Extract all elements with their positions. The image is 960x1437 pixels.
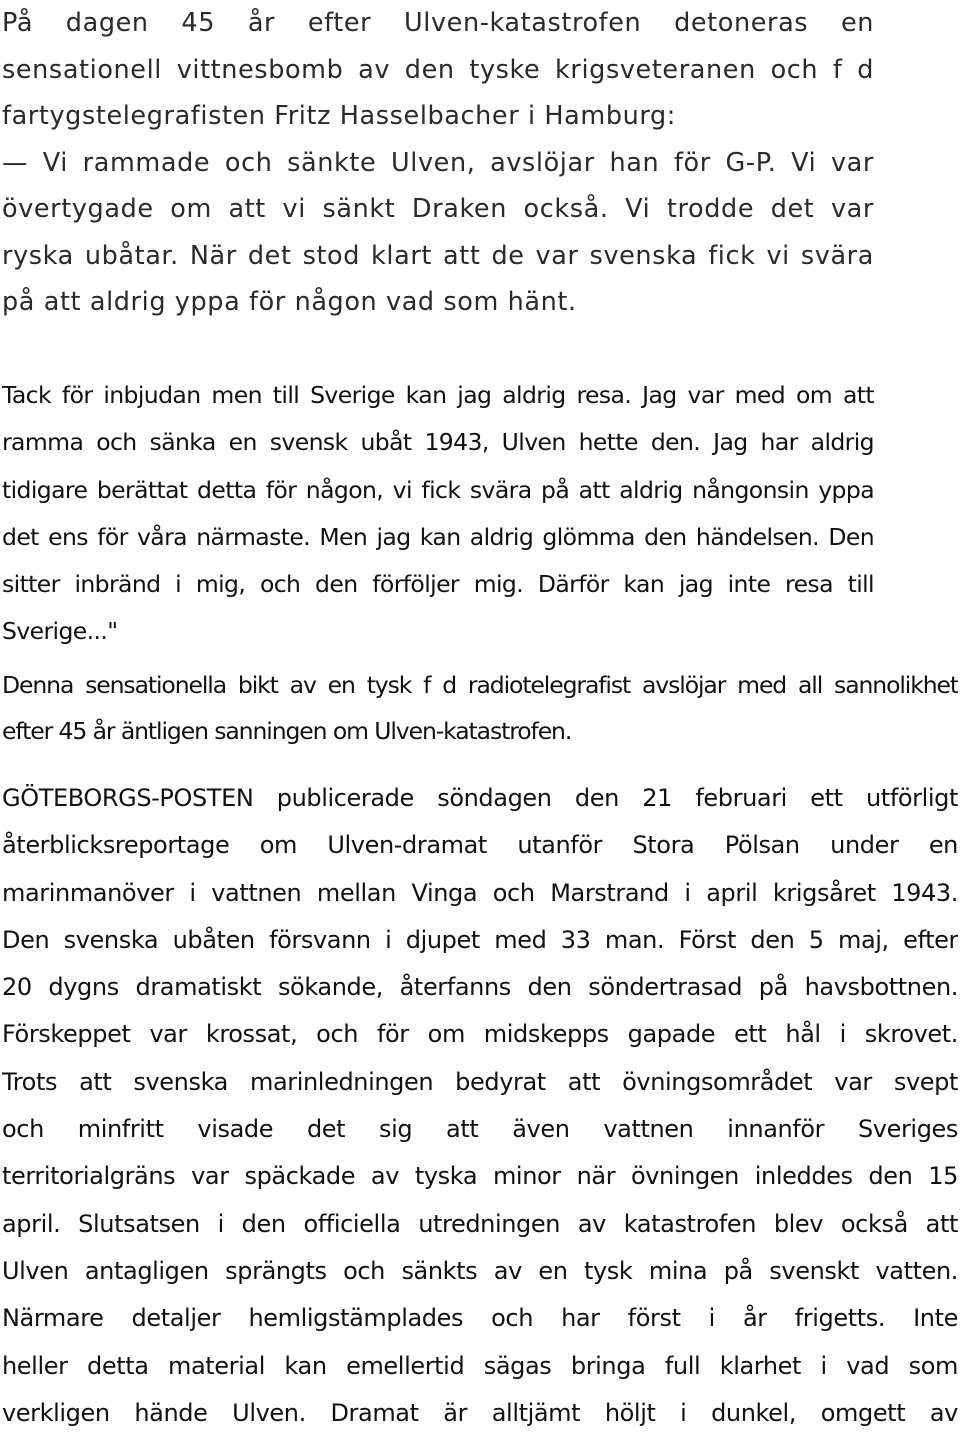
text-line: Den svenska ubåten försvann i djupet med 33 man. Först den 5 maj, efter	[2, 925, 958, 954]
text-line: Närmare detaljer hemligstämplades och har först i år frigetts. Inte	[2, 1304, 958, 1333]
text-line: övertygade om att vi sänkt Draken också. Vi trodde det var	[2, 194, 874, 224]
text-line: — Vi rammade och sänkte Ulven, avslöjar han för G-P. Vi var	[2, 147, 874, 178]
text-line: heller detta material kan emellertid sägas bringa full klarhet i vad som	[2, 1351, 958, 1380]
text-line: verkligen hände Ulven. Dramat är alltjämt höljt i dunkel, omgett av	[2, 1398, 958, 1427]
text-line: efter 45 år äntligen sanningen om Ulven-katastrofen.	[2, 717, 572, 745]
text-line: och minfritt visade det sig att även vattnen innanför Sveriges	[2, 1115, 958, 1144]
text-line: territorialgräns var späckade av tyska minor när övningen inleddes den 15	[2, 1162, 958, 1191]
text-line: Ulven antagligen sprängts och sänkts av en tysk mina på svenskt vatten.	[2, 1256, 958, 1285]
text-line: 20 dygns dramatiskt sökande, återfanns den söndertrasad på havsbottnen.	[2, 973, 958, 1002]
text-line: Sverige..."	[2, 617, 118, 646]
text-line: ramma och sänka en svensk ubåt 1943, Ulven hette den. Jag har aldrig	[2, 428, 874, 457]
text-line: tidigare berättat detta för någon, vi fick svära på att aldrig nångonsin yppa	[2, 475, 874, 504]
text-line: På dagen 45 år efter Ulven-katastrofen detoneras en	[2, 8, 874, 38]
text-line: på att aldrig yppa för någon vad som hänt.	[2, 287, 577, 317]
text-line: Trots att svenska marinledningen bedyrat att övningsområdet var svept	[2, 1067, 958, 1096]
text-line: marinmanöver i vattnen mellan Vinga och Marstrand i april krigsåret 1943.	[2, 878, 958, 907]
paragraph-quote	[2, 372, 956, 656]
text-line: Förskeppet var krossat, och för om midskepps gapade ett hål i skrovet.	[2, 1020, 958, 1049]
paragraph-report	[2, 775, 956, 1437]
text-line: fartygstelegrafisten Fritz Hasselbacher i Hamburg:	[2, 101, 676, 131]
text-line: ryska ubåtar. När det stod klart att de var svenska fick vi svära	[2, 240, 874, 271]
text-line: det ens för våra närmaste. Men jag kan aldrig glömma den händelsen. Den	[2, 522, 874, 551]
paragraph-summary	[2, 662, 956, 754]
text-line: återblicksreportage om Ulven-dramat utanför Stora Pölsan under en	[2, 831, 958, 860]
text-line: Tack för inbjudan men till Sverige kan jag aldrig resa. Jag var med om att	[2, 381, 874, 409]
text-line: april. Slutsatsen i den officiella utredningen av katastrofen blev också att	[2, 1209, 958, 1238]
text-line: GÖTEBORGS-POSTEN publicerade söndagen den 21 februari ett utförligt	[2, 784, 958, 812]
text-line: sensationell vittnesbomb av den tyske krigsveteranen och f d	[2, 54, 874, 85]
paragraph-intro	[2, 0, 956, 326]
text-line: sitter inbränd i mig, och den förföljer mig. Därför kan jag inte resa till	[2, 570, 874, 599]
text-line: Denna sensationella bikt av en tysk f d radiotelegrafist avslöjar med all sannolikhet	[2, 671, 958, 699]
